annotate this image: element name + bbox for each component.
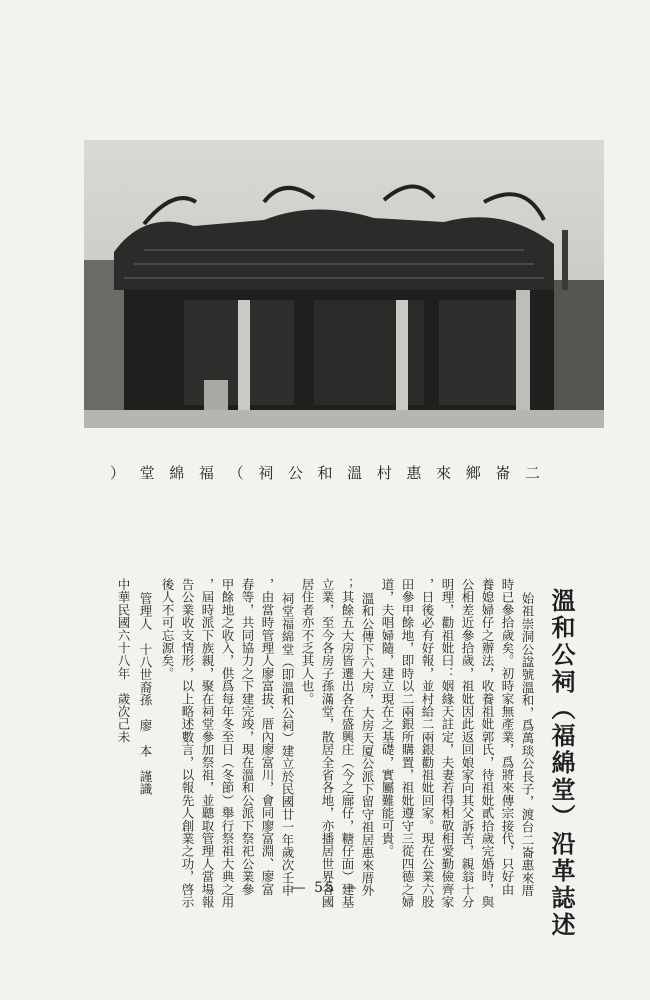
body-column: 養媳婦仔之辦法，收養祖妣郭氏，待祖妣貳拾歲完婚時，與	[480, 578, 495, 909]
body-column: 祠堂福綿堂（即溫和公祠）建立於民國廿一年歲次壬申	[280, 592, 295, 897]
caption-char: 堂	[139, 464, 155, 482]
caption-char: 二	[524, 464, 540, 482]
body-column: 時已參拾歲矣。初時家無產業，爲將來傳宗接代，只好由	[500, 578, 515, 896]
body-column: ；其餘五大房皆遷出各在盛興庄（今之廍仔，糖仔面）建基	[340, 578, 355, 909]
body-column: ，日後必有好報，並村給二兩銀勸祖妣回家。現在公業六股	[420, 578, 435, 909]
body-column: 立業，至今各房子孫滿堂，散居全省各地，亦播居世界各國	[320, 578, 335, 909]
caption-char: 溫	[347, 464, 363, 482]
caption-char: （	[228, 464, 244, 482]
photo-caption	[110, 462, 540, 483]
body-column: 居住者亦不乏其人也。	[300, 578, 315, 705]
body-column: 田參甲餘地，即時以二兩銀所購置，祖妣遵守三從四德之婦	[400, 578, 415, 909]
caption-char: 來	[436, 464, 452, 482]
body-column: 公相差近參拾歲，祖妣因此返回娘家向其父訴苦，親翁十分	[460, 578, 475, 909]
temple-image	[84, 140, 604, 428]
body-column: ，屆時派下族親，聚在祠堂參加祭祖，並聽取管理人當場報	[200, 578, 215, 909]
body-column: 春等，共同協力之下建完竣，現在溫和公派下祭祀公業參	[240, 578, 255, 896]
caption-char: 福	[198, 464, 214, 482]
caption-char: 村	[376, 464, 392, 482]
body-column: 始祖崇洞公諡號溫和，爲萬琰公長子，渡台二崙惠來厝	[520, 592, 535, 897]
caption-char: 和	[317, 464, 333, 482]
caption-char: 祠	[258, 464, 274, 482]
body-column: 道，夫唱婦隨，建立現在之基礎，實屬難能可貴。	[380, 578, 395, 858]
ancestral-hall-photo	[84, 140, 604, 428]
caption-char: 崙	[495, 464, 511, 482]
page-number: — 55 —	[291, 880, 359, 896]
caption-char: ）	[110, 464, 126, 482]
body-column: 告公業收支情形，以上略述數言，以報先人創業之功，啓示	[180, 578, 195, 909]
signature-role: 管理人 十八世裔孫 廖 本 謹識	[138, 592, 153, 796]
body-column: 明理，勸祖妣曰：姻緣天註定，夫妻若得相敬相愛勤儉齊家	[440, 578, 455, 909]
body-column: 後人不可忘源矣。	[160, 578, 175, 680]
caption-char: 惠	[406, 464, 422, 482]
caption-char: 綿	[169, 464, 185, 482]
caption-char: 鄉	[465, 464, 481, 482]
caption-char: 公	[287, 464, 303, 482]
body-column: 甲餘地之收入，供爲每年冬至日（冬節）舉行祭祖大典之用	[220, 578, 235, 909]
signature-date: 中華民國六十八年 歲次己未	[116, 578, 131, 744]
body-column: ，由當時管理人廖富拔、厝內廖富川，會同廖富淵、廖富	[260, 578, 275, 896]
article-title: 溫和公祠（福綿堂）沿革誌述	[547, 588, 576, 939]
body-column: 溫和公傳下六大房，大房天厦公派下留守祖居惠來厝外	[360, 592, 375, 897]
